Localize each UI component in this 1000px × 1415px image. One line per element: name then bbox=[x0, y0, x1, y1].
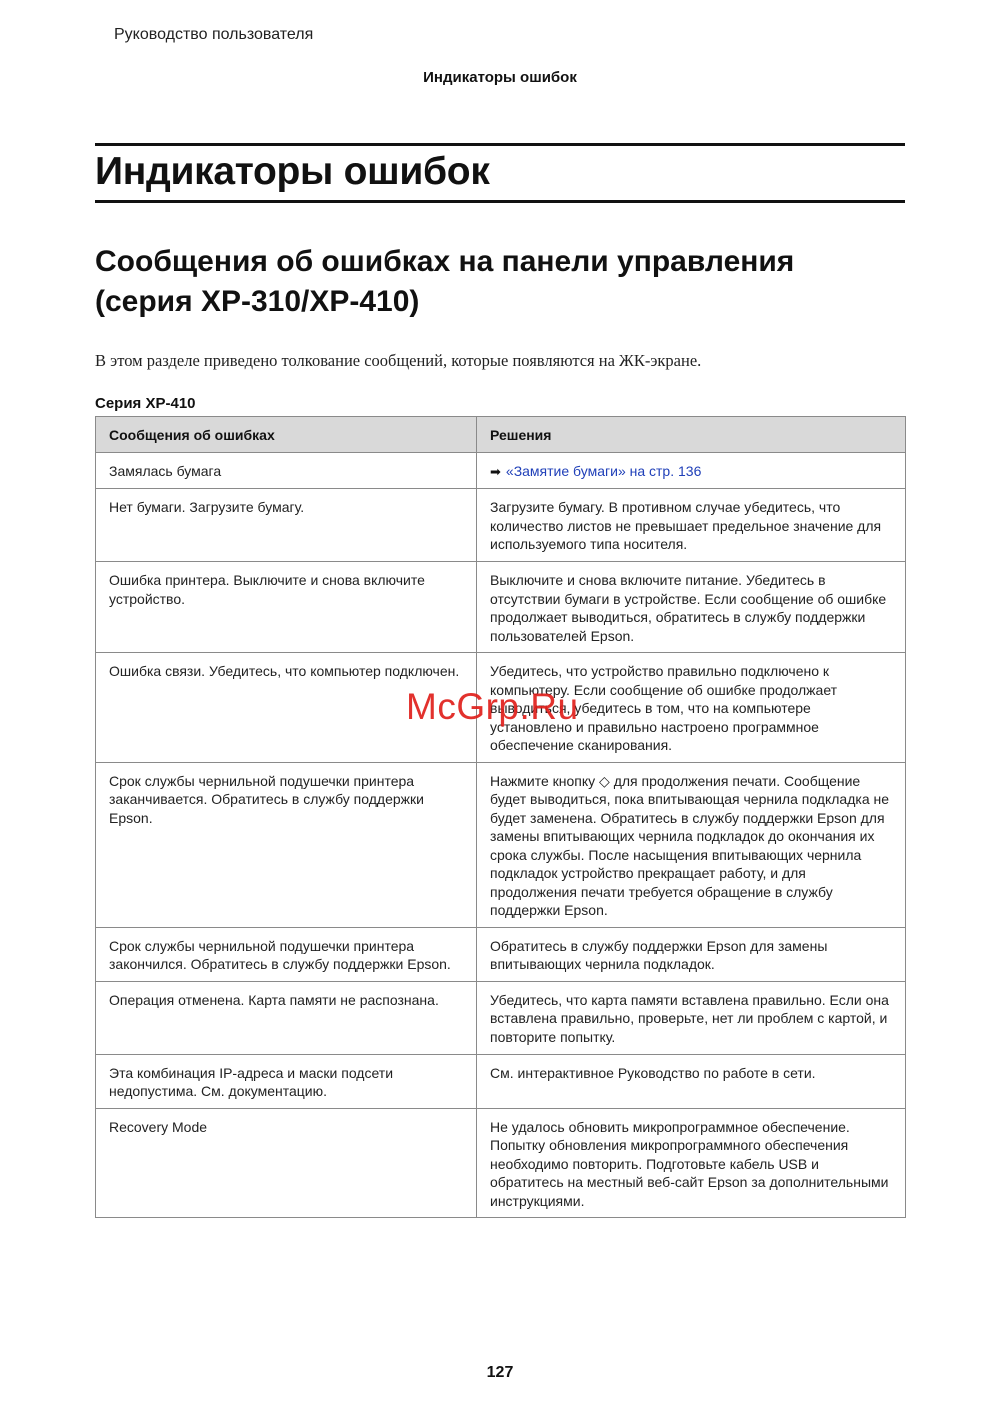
error-message: Recovery Mode bbox=[96, 1108, 477, 1218]
error-message: Операция отменена. Карта памяти не распознана. bbox=[96, 981, 477, 1054]
page-number: 127 bbox=[486, 1364, 514, 1381]
error-message: Срок службы чернильной подушечки принтера заканчивается. Обратитесь в службу поддержки Epson. bbox=[96, 762, 477, 927]
running-head: Руководство пользователя bbox=[114, 26, 314, 43]
error-message: Нет бумаги. Загрузите бумагу. bbox=[96, 489, 477, 562]
error-message: Эта комбинация IP-адреса и маски подсети недопустима. См. документацию. bbox=[96, 1054, 477, 1108]
solution-text: Убедитесь, что устройство правильно подключено к компьютеру. Если сообщение об ошибке продолжает выводиться, убедитесь в том, что на компьютере установлено и правильно настроено программное обеспечение сканирования. bbox=[477, 653, 906, 763]
error-message: Срок службы чернильной подушечки принтера закончился. Обратитесь в службу поддержки Epson. bbox=[96, 927, 477, 981]
header-solutions: Решения bbox=[477, 417, 906, 453]
section-head: Индикаторы ошибок bbox=[423, 69, 577, 86]
solution-text: Не удалось обновить микропрограммное обеспечение. Попытку обновления микропрограммного обеспечения необходимо повторить. Подготовьте кабель USB и обратитесь на местный веб-сайт Epson за дополнительными инструкциями. bbox=[477, 1108, 906, 1218]
section-title-line-2: (серия XP-310/XP-410) bbox=[95, 285, 420, 318]
watermark: McGrp.Ru bbox=[406, 686, 579, 727]
section-title bbox=[95, 242, 915, 322]
solution-cell bbox=[477, 452, 906, 489]
error-message: Замялась бумага bbox=[96, 452, 477, 489]
table-row bbox=[96, 762, 906, 927]
solution-text: Загрузите бумагу. В противном случае убедитесь, что количество листов не превышает предельное значение для используемого типа носителя. bbox=[477, 489, 906, 562]
solution-text: См. интерактивное Руководство по работе в сети. bbox=[477, 1054, 906, 1108]
table-row bbox=[96, 489, 906, 562]
section-title-line-1: Сообщения об ошибках на панели управления bbox=[95, 245, 795, 278]
solution-text: Обратитесь в службу поддержки Epson для замены впитывающих чернила подкладок. bbox=[477, 927, 906, 981]
cross-reference-link[interactable]: «Замятие бумаги» на стр. 136 bbox=[505, 462, 702, 479]
title-rule-top bbox=[95, 143, 905, 146]
solution-text: Выключите и снова включите питание. Убедитесь в отсутствии бумаги в устройстве. Если сообщение об ошибке продолжает выводиться, обратитесь в службу поддержки пользователей Epson. bbox=[477, 562, 906, 653]
error-message: Ошибка принтера. Выключите и снова включите устройство. bbox=[96, 562, 477, 653]
arrow-right-icon: ➡ bbox=[490, 463, 501, 479]
table-header-row bbox=[96, 417, 906, 453]
title-rule-bottom bbox=[95, 200, 905, 203]
header-messages: Сообщения об ошибках bbox=[96, 417, 477, 453]
table-row bbox=[96, 452, 906, 489]
solution-text: Нажмите кнопку ◇ для продолжения печати. Сообщение будет выводиться, пока впитывающая чернила подкладка не будет заменена. Обратитесь в службу поддержки Epson для замены впитывающих чернила подкладок до окончания их срока службы. После насыщения впитывающих чернила подкладок устройство прекращает работу, и для продолжения печати требуется обращение в службу поддержки Epson. bbox=[477, 762, 906, 927]
table-row bbox=[96, 562, 906, 653]
error-messages-table bbox=[95, 416, 906, 1218]
chapter-title: Индикаторы ошибок bbox=[95, 150, 490, 193]
error-message: Ошибка связи. Убедитесь, что компьютер подключен. bbox=[96, 653, 477, 763]
intro-paragraph: В этом разделе приведено толкование сообщений, которые появляются на ЖК-экране. bbox=[95, 351, 702, 370]
table-row bbox=[96, 927, 906, 981]
series-subhead: Серия XP-410 bbox=[95, 395, 196, 412]
table-row bbox=[96, 1108, 906, 1218]
table-row bbox=[96, 1054, 906, 1108]
solution-text: Убедитесь, что карта памяти вставлена правильно. Если она вставлена правильно, проверьте, нет ли проблем с картой, и повторите попытку. bbox=[477, 981, 906, 1054]
table-row bbox=[96, 981, 906, 1054]
